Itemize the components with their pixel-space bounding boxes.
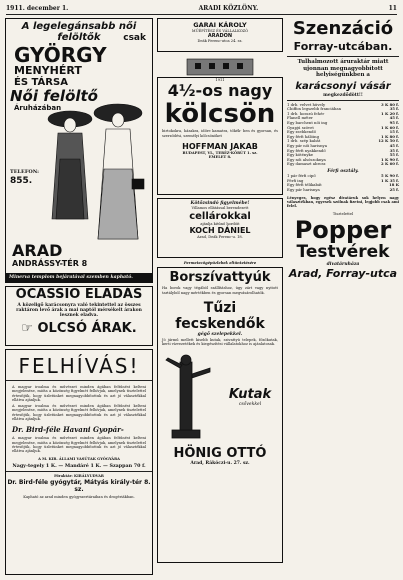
item-name: Egy damaszt abrosz bbox=[287, 161, 326, 167]
item-name: Egy férfi hálóing bbox=[287, 133, 320, 139]
felhivas-foot-4: Dr. Bird-féle gyógytár, Mátyás király-tér 8. sz. bbox=[7, 479, 151, 494]
ad-aruhaz: Áruházában bbox=[14, 104, 62, 112]
building-illustration bbox=[157, 55, 283, 77]
koch-title: Kötőzsindó figyelmébe! bbox=[190, 201, 250, 206]
price-row bbox=[287, 162, 399, 167]
felhivas-body-2: A magyar iroalma és művészet minden ágában feltűnést kelteni megjelenése, mióta a közönség figyelmét felhívjuk, amelynek tisztelettel értesítjük, hogy üzletünket megnagyobbítottuk és azt jó választékkal ellátva ajánljuk. bbox=[12, 404, 146, 422]
item-name: Gyapjú szövet bbox=[287, 124, 314, 130]
item-price: 45 f. bbox=[389, 115, 399, 121]
fecskendok-sub: gégő szelepekkel. bbox=[197, 331, 243, 337]
price-row bbox=[287, 188, 399, 193]
pump-line: Permetezőgépüzlebek eltűntetésére bbox=[183, 261, 257, 265]
ocassio-slogan-text: OLCSÓ ÁRAK. bbox=[37, 320, 137, 336]
item-name: Egy női alsószoknya bbox=[287, 156, 326, 162]
honig-name: HÖNIG OTTÓ bbox=[173, 445, 267, 461]
sale-intro: Tulhalmozott áruraktár miatt ujonnan megnagyobbított helyiségünkben a bbox=[297, 59, 389, 78]
sale-title: karácsonyi vásár bbox=[295, 80, 391, 92]
kolcson-name: HOFFMAN JAKAB bbox=[182, 141, 258, 151]
item-price: 2 K 60 f. bbox=[380, 161, 399, 167]
price-list bbox=[287, 103, 399, 167]
kutak-label: Kutak bbox=[228, 386, 272, 402]
garai-line: MŰÉPÍTÉSZ ÉS VÁLLALKOZÓ bbox=[191, 29, 249, 33]
item-name: 1 pár férfi cipő bbox=[287, 173, 316, 179]
koch-shop: KOCH DÁNIEL bbox=[189, 225, 251, 235]
item-price: 1 K 80 f. bbox=[380, 133, 399, 139]
ad-csak: csak bbox=[123, 33, 146, 43]
header-date: 1911. december 1. bbox=[6, 5, 69, 12]
ad-felhivas bbox=[5, 349, 153, 575]
ad-garai bbox=[157, 18, 283, 52]
item-name: Egy zsebkendő bbox=[287, 129, 316, 135]
column-left bbox=[5, 18, 153, 576]
ad-gyorgy-menyhert bbox=[5, 18, 153, 283]
felhivas-foot-2: Nagy-tegely 1 K. — Mandáré 1 K. — Szappan 70 f. bbox=[12, 462, 146, 469]
item-name: 1 drb. szép kabát bbox=[287, 138, 321, 144]
forray-title: Forray-utcában. bbox=[293, 40, 393, 53]
felhivas-body-3: A magyar iroalma és művészet minden ágában feltűnést kelteni megjelenése, mióta a közönség figyelmét felhívjuk, amelynek tisztelettel értesítjük, hogy üzletünket megnagyobbítottuk és azt jó választékkal ellátva ajánljuk. bbox=[12, 436, 146, 454]
item-name: Flanell méter bbox=[287, 115, 313, 121]
item-name: Egy pár harisnya bbox=[287, 187, 320, 192]
item-price: 12 K 50 f. bbox=[378, 138, 399, 144]
fecskendok-title: Tűzi fecskendők bbox=[175, 299, 265, 332]
item-price: 95 f. bbox=[389, 120, 399, 126]
felhivas-title: FELHÍVÁS! bbox=[18, 354, 140, 378]
sale-date: megkezdődött!! bbox=[323, 92, 363, 98]
koch-sub: Villamos ellátással berendezett bbox=[191, 206, 249, 211]
item-name: Egy kötényke bbox=[287, 152, 314, 158]
felhivas-foot-5: Kapható az arad minden gyógyszertáraiban és drogériákban. bbox=[23, 495, 135, 500]
felhivas-foot-3: Főraktár: KIRÁLYUDVAR bbox=[54, 473, 104, 478]
ad-note: Minerva templom bejáratával szemben kapható. bbox=[6, 273, 152, 282]
item-price: 1 K 20 f. bbox=[380, 110, 399, 116]
item-name: Egy pár női harisnya bbox=[287, 143, 327, 149]
column-right bbox=[287, 18, 399, 576]
item-price: 1 K 90 f. bbox=[380, 156, 399, 162]
item-price: 3 K 80 f. bbox=[380, 101, 399, 107]
men-price-list bbox=[287, 174, 399, 192]
sale-notice: Lényeges, hogy egész dívatáruk sok helyen nagy választékban, egyesek szólnak fizetni, legjobb csak ami felel. bbox=[287, 195, 399, 209]
ad-city: ARAD bbox=[12, 241, 63, 260]
ad-noi-felolto: Női felöltő bbox=[10, 87, 98, 105]
item-price: 35 f. bbox=[389, 147, 399, 153]
item-price: 1 K 35 f. bbox=[380, 177, 399, 183]
testverek-brand: Testvérek bbox=[296, 241, 390, 262]
ad-kolcson bbox=[157, 77, 283, 195]
ocassio-text: A közeligő karácsonyra való tekintettel az összes raktáron levő árak a mai naptól mérsékelt árakon lesznek eladva. bbox=[16, 303, 142, 319]
store-city: Arad, Forray-utca bbox=[288, 266, 398, 280]
popper-brand: Popper bbox=[294, 215, 392, 244]
kolcson-addr: BUDAPEST, VI., TERÉZ-KÖRÚT 1. sz. bbox=[182, 150, 258, 155]
ad-brand-menyhert: MENYHÉRT bbox=[14, 64, 82, 77]
ad-phone-label: TELEFON: bbox=[10, 169, 40, 175]
item-name: Chiffon legszebb franciában bbox=[287, 106, 342, 112]
felhivas-body: A magyar iroalma és művészet minden ágában feltűnést kelteni megjelenése, mióta a közönség figyelmét felhívjuk, amelynek tisztelettel értesítjük, hogy üzletünket megnagyobbítottuk és azt jó választékkal ellátva ajánljuk. bbox=[12, 385, 146, 402]
item-price: 18 K bbox=[389, 182, 399, 188]
csovekkel-label: csővekkel bbox=[238, 401, 262, 407]
women-illustration bbox=[40, 99, 152, 249]
ad-brand-tarsa: ÉS TÁRSA bbox=[14, 77, 68, 88]
header-page-number: 11 bbox=[388, 5, 397, 12]
item-price: 55 f. bbox=[389, 152, 399, 158]
item-price: 25 f. bbox=[389, 187, 399, 192]
honig-addr: Arad, Rákóczi-u. 27. sz. bbox=[190, 460, 250, 466]
store-sub: divatáruháza bbox=[326, 261, 360, 267]
garai-addr: Deák Ferenc-utca 24. sz. bbox=[197, 39, 243, 44]
kolcson-body: birtokokra, házakra, időre kamatra, tőkék- ben és gyorsan, és szerződési, személyi kölcsönöket bbox=[162, 129, 278, 138]
thanks: Tisztelettel bbox=[332, 212, 354, 217]
item-price: 1 K 60 f. bbox=[380, 124, 399, 130]
ad-koch bbox=[157, 198, 283, 258]
ad-honig bbox=[157, 267, 283, 563]
header-title: ARADI KÖZLÖNY. bbox=[198, 5, 259, 12]
koch-name: cellárokkal bbox=[189, 210, 251, 222]
kolcson-addr-2: EMELET 8. bbox=[208, 155, 232, 160]
column-middle bbox=[157, 18, 283, 576]
ocassio-title: OCASSIO ELADÁS bbox=[15, 287, 143, 302]
garai-city: ARADON bbox=[207, 33, 233, 40]
item-price: 45 f. bbox=[389, 143, 399, 149]
item-price: 35 f. bbox=[389, 106, 399, 112]
koch-text: ajánlja kitűnő hordóit bbox=[200, 221, 240, 226]
kolcson-big-2: kölcsön bbox=[164, 99, 276, 130]
water-pump-icon bbox=[158, 352, 218, 442]
ocassio-slogan: ☞ OLCSÓ ÁRAK. bbox=[21, 320, 137, 336]
item-name: Egy férfi télikabát bbox=[287, 182, 322, 188]
page-header bbox=[6, 3, 397, 15]
felhivas-foot-1: A M. KIR. ÁLLAMI VASÚTAK GYÓGYÁRA bbox=[38, 456, 120, 461]
ad-headline: A legelegánsabb női felöltők bbox=[21, 21, 137, 43]
szenzacio-title: Szenzáció bbox=[292, 18, 394, 39]
ad-address: ANDRÁSSY-TÉR 8 bbox=[12, 259, 88, 268]
item-name: Egy férfi nyakkendő bbox=[287, 147, 326, 153]
item-name: 1 drb. velvet hüvely bbox=[287, 101, 326, 107]
item-price: 5 K 90 f. bbox=[380, 173, 399, 179]
item-name: 1 drb. hosszú fehér bbox=[287, 110, 325, 116]
item-name: Egy barchent női ing bbox=[287, 120, 328, 126]
koch-addr: Arad, Deák Ferenc-u. 18. bbox=[197, 234, 243, 239]
borszivattyuk-body: Ha borok vagy tégából szállításhoz, úgy zárt vagy nyitott tartályból nagy mértékben és gyorsan megvásárolhatók. bbox=[162, 286, 278, 295]
men-section-title: Férfi osztály. bbox=[327, 169, 359, 175]
ad-brand-gyorgy: GYÖRGY bbox=[14, 43, 107, 67]
garai-name: GARAI KÁROLY bbox=[193, 21, 247, 29]
fecskendok-body: Jó jármű mellett kisebb kutak, szivattyú telepek, főzőkutak, kerti vízvezetékek és kiegészítési vállalatokhoz is ajánlatosak. bbox=[162, 338, 278, 347]
felhivas-signature: Dr. Bird-féle Havani Gyopár- bbox=[12, 425, 124, 435]
kolcson-year: 1911 bbox=[215, 78, 225, 82]
kolcson-big-1: 4½-os nagy bbox=[167, 81, 273, 101]
item-price: 15 f. bbox=[389, 129, 399, 135]
ad-phone-number: 855. bbox=[10, 176, 33, 186]
item-name: Férfi ing bbox=[287, 177, 304, 183]
ad-ocassio-sale bbox=[5, 286, 153, 346]
borszivattyuk-title: Borszívattyúk bbox=[169, 270, 271, 286]
